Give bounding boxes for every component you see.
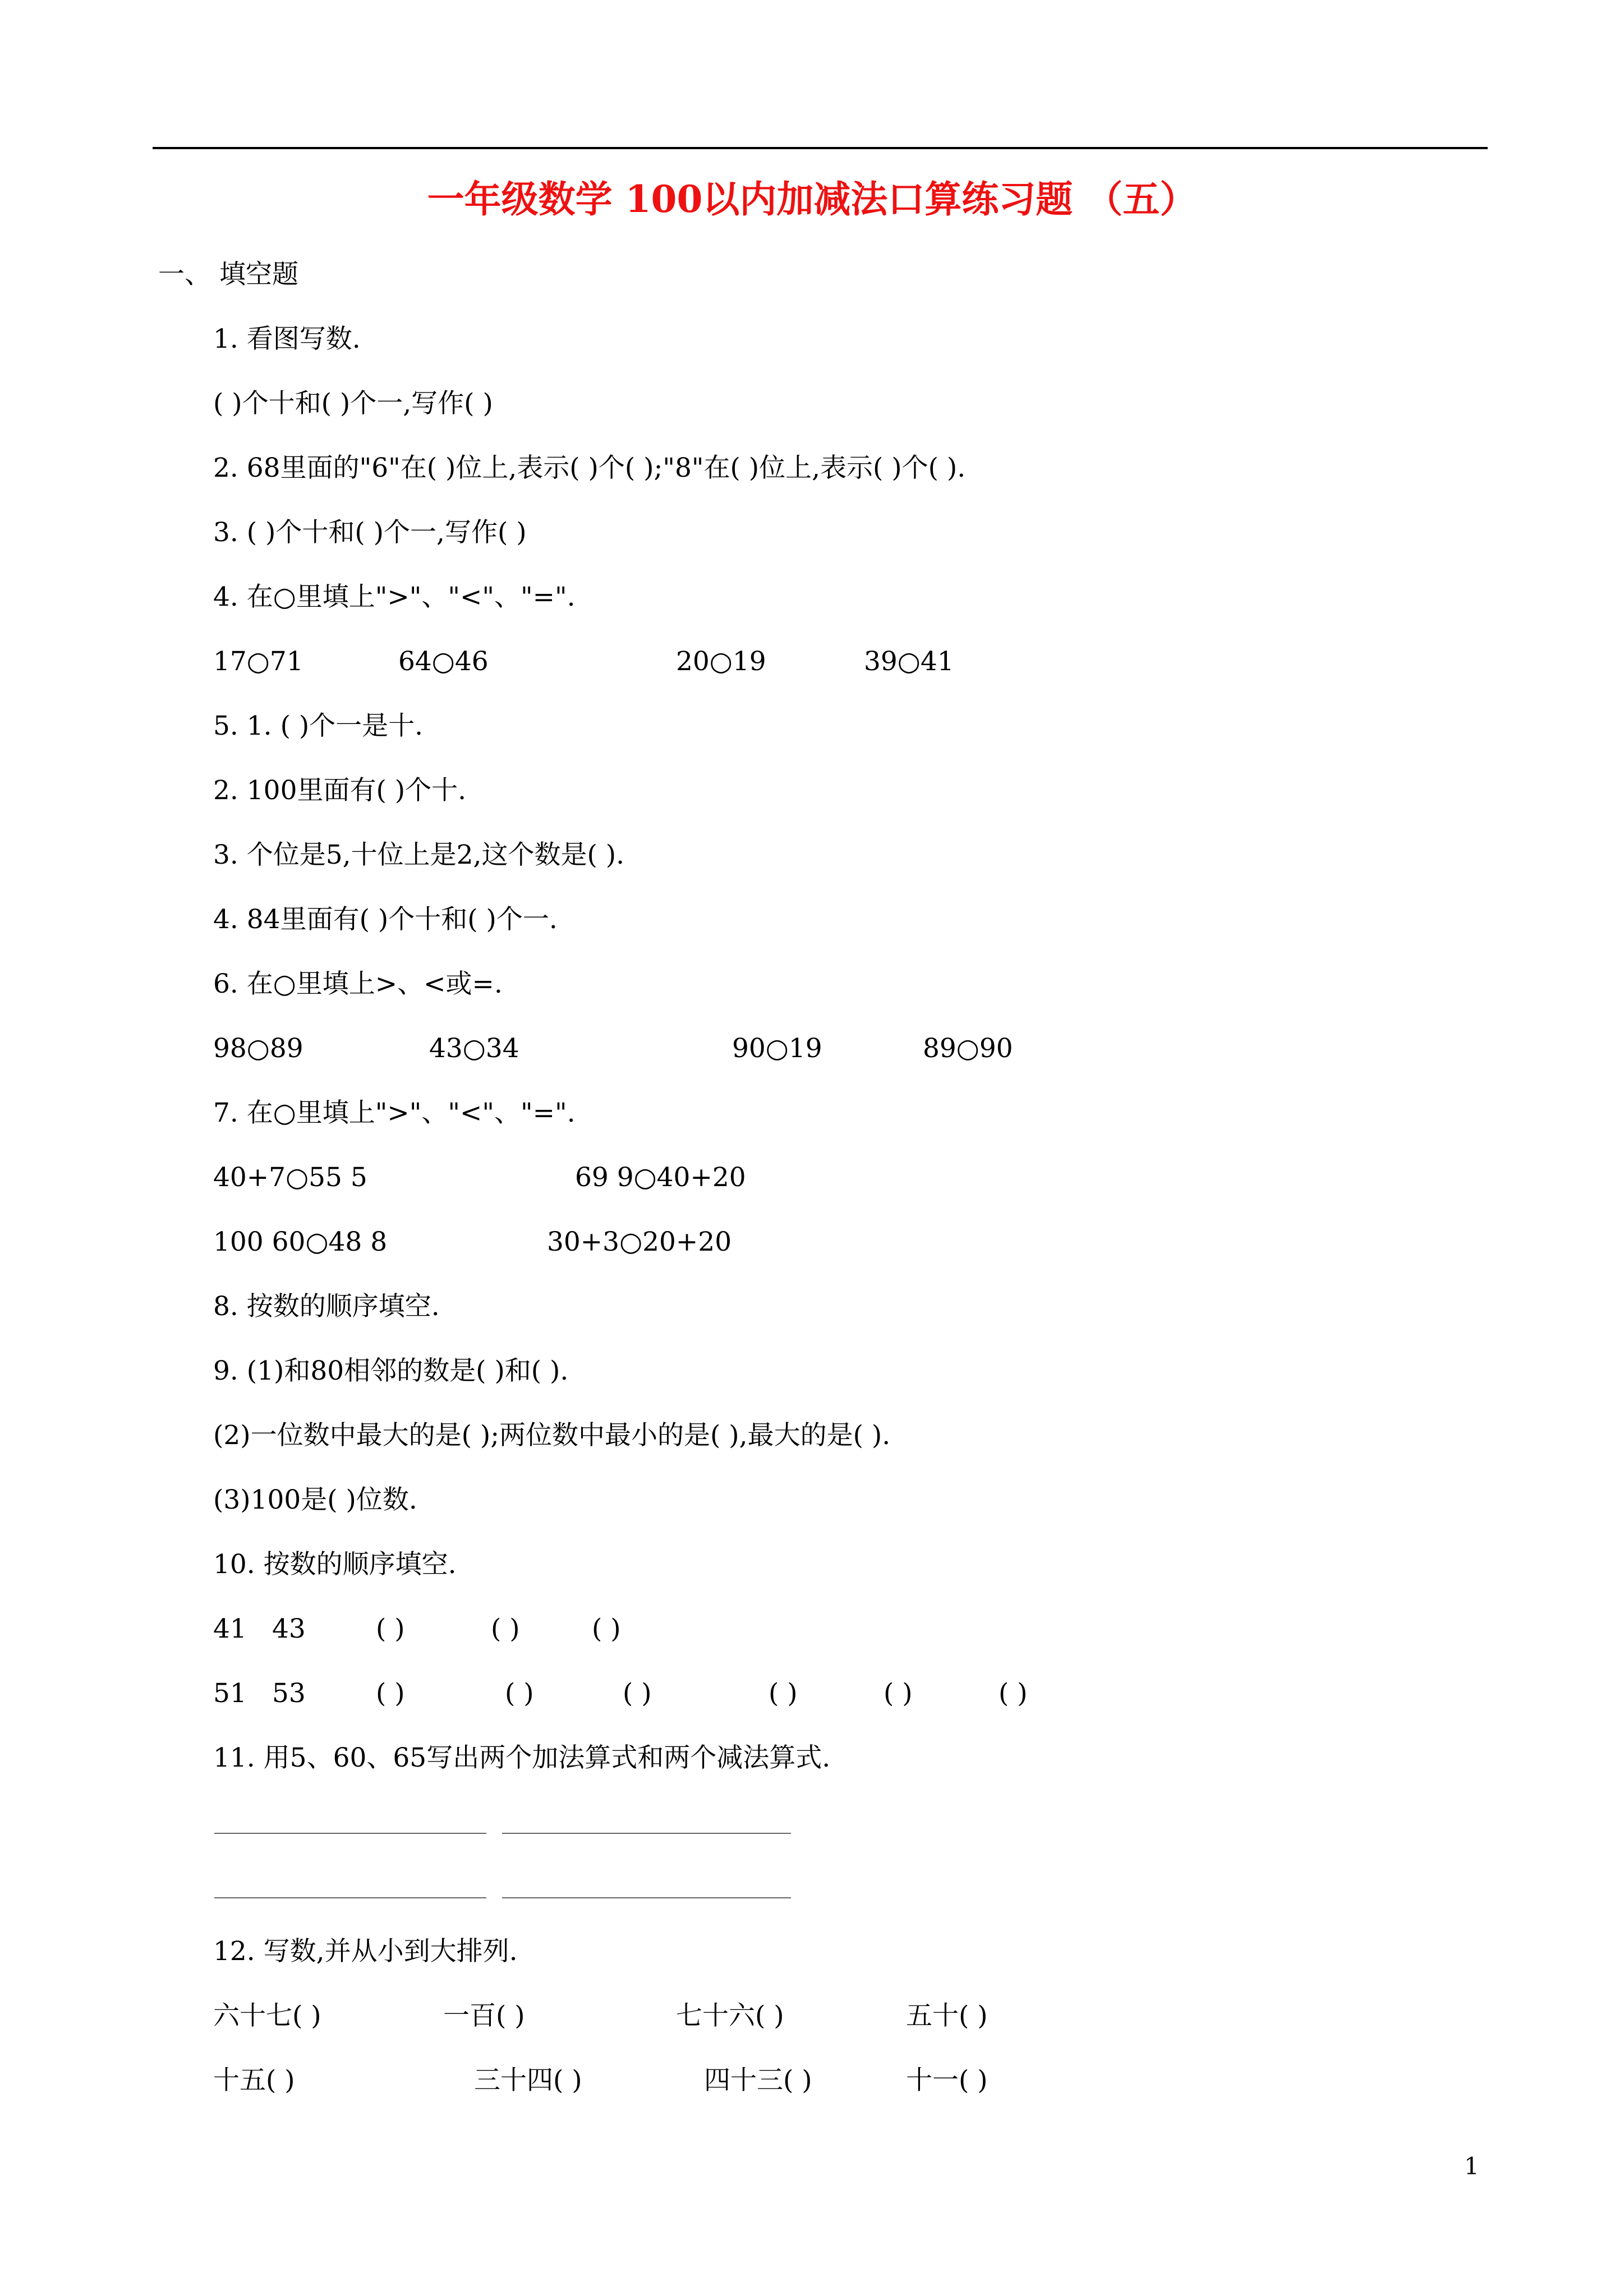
question-3: 3. ( )个十和( )个一,写作( ) xyxy=(213,517,527,548)
sequence-blank: ( ) xyxy=(623,1678,652,1709)
number-word-item: 十五( ) xyxy=(213,2065,295,2096)
compare-item: 20○19 xyxy=(676,646,766,677)
sequence-blank: ( ) xyxy=(491,1613,520,1644)
question-5-3: 3. 个位是5,十位上是2,这个数是( ). xyxy=(213,840,625,870)
sequence-number: 51 xyxy=(213,1678,247,1709)
compare-item: 64○46 xyxy=(398,646,489,677)
question-10: 10. 按数的顺序填空. xyxy=(213,1549,457,1580)
question-9-2: (2)一位数中最大的是( );两位数中最小的是( ),最大的是( ). xyxy=(213,1420,891,1451)
compare-item: 90○19 xyxy=(732,1033,822,1064)
number-word-item: 四十三( ) xyxy=(704,2065,812,2096)
question-7: 7. 在○里填上">"、"<"、"=". xyxy=(213,1098,576,1128)
question-2: 2. 68里面的"6"在( )位上,表示( )个( );"8"在( )位上,表示( )个( ). xyxy=(213,453,966,483)
compare-expression: 30+3○20+20 xyxy=(547,1227,732,1257)
question-6: 6. 在○里填上>、<或=. xyxy=(213,969,503,999)
sequence-blank: ( ) xyxy=(884,1678,913,1709)
question-9-3: (3)100是( )位数. xyxy=(213,1484,417,1515)
page-title: 一年级数学 100以内加减法口算练习题 （五） xyxy=(427,177,1197,221)
question-1-blank: ( )个十和( )个一,写作( ) xyxy=(213,388,493,419)
question-8: 8. 按数的顺序填空. xyxy=(213,1291,440,1322)
page-number: 1 xyxy=(1464,2152,1479,2180)
compare-item: 98○89 xyxy=(213,1033,303,1064)
question-12: 12. 写数,并从小到大排列. xyxy=(213,1936,518,1967)
sequence-blank: ( ) xyxy=(769,1678,798,1709)
compare-item: 43○34 xyxy=(429,1033,519,1064)
compare-expression: 40+7○55 5 xyxy=(213,1162,367,1193)
header-rule xyxy=(153,147,1488,149)
section-heading: 一、 填空题 xyxy=(158,259,298,290)
number-word-item: 十一( ) xyxy=(906,2065,988,2096)
sequence-blank: ( ) xyxy=(999,1678,1028,1709)
question-5-1: 5. 1. ( )个一是十. xyxy=(213,711,424,741)
question-11: 11. 用5、60、65写出两个加法算式和两个减法算式. xyxy=(213,1742,831,1773)
compare-item: 39○41 xyxy=(864,646,954,677)
number-word-item: 五十( ) xyxy=(906,2000,988,2031)
answer-line xyxy=(214,1897,486,1898)
number-word-item: 六十七( ) xyxy=(213,2000,321,2031)
sequence-number: 41 xyxy=(213,1613,247,1644)
answer-line xyxy=(214,1833,486,1834)
sequence-blank: ( ) xyxy=(592,1613,621,1644)
sequence-blank: ( ) xyxy=(376,1613,405,1644)
question-4: 4. 在○里填上">"、"<"、"=". xyxy=(213,582,576,612)
number-word-item: 七十六( ) xyxy=(676,2000,784,2031)
answer-line xyxy=(502,1833,791,1834)
number-word-item: 一百( ) xyxy=(443,2000,525,2031)
compare-expression: 100 60○48 8 xyxy=(213,1227,388,1257)
compare-expression: 69 9○40+20 xyxy=(575,1162,746,1193)
sequence-number: 43 xyxy=(272,1613,306,1644)
question-9-1: 9. (1)和80相邻的数是( )和( ). xyxy=(213,1356,569,1386)
sequence-number: 53 xyxy=(272,1678,306,1709)
sequence-blank: ( ) xyxy=(376,1678,405,1709)
question-5-4: 4. 84里面有( )个十和( )个一. xyxy=(213,904,558,935)
compare-item: 89○90 xyxy=(923,1033,1013,1064)
answer-line xyxy=(502,1897,791,1898)
number-word-item: 三十四( ) xyxy=(474,2065,582,2096)
question-5-2: 2. 100里面有( )个十. xyxy=(213,775,467,806)
compare-item: 17○71 xyxy=(213,646,303,677)
sequence-blank: ( ) xyxy=(505,1678,534,1709)
question-1: 1. 看图写数. xyxy=(213,324,361,354)
